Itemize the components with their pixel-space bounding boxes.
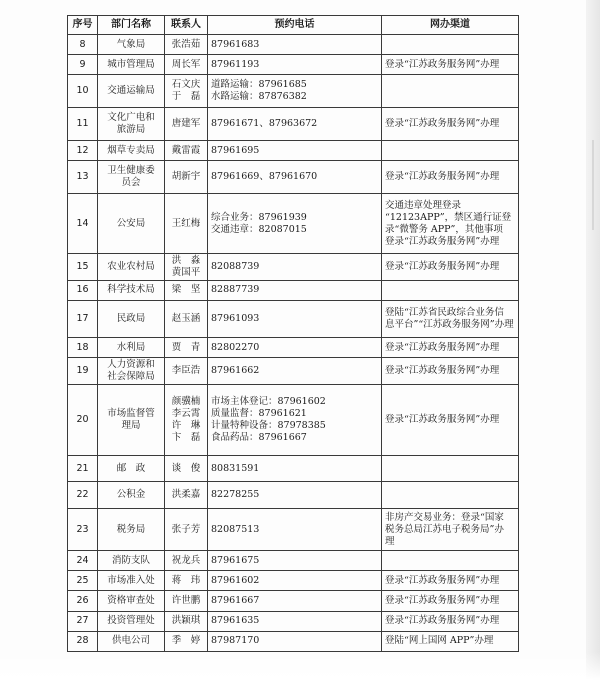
channel-text: 理 [385, 535, 395, 547]
dept-name: 社会保障局 [107, 371, 155, 383]
channel-text: 税务总局江苏电子税务局”办 [385, 523, 504, 535]
channel-text: 登录“江苏政务服务网”办理 [385, 171, 500, 183]
table-row [68, 35, 519, 55]
cell-dept [98, 508, 165, 550]
dept-name: 投资管理处 [107, 615, 155, 627]
contact-name: 李臣浩 [171, 365, 201, 377]
cell-channel [382, 631, 519, 651]
cell-channel [382, 455, 519, 482]
table-row [68, 631, 519, 651]
table-row [68, 508, 519, 550]
table-header-row [68, 16, 519, 35]
channel-text: 登录“江苏政务服务网”办理 [385, 58, 500, 70]
cell-contact [165, 161, 208, 194]
table-row [68, 455, 519, 482]
channel-text: 登录“江苏政务服务网”办理 [385, 261, 500, 273]
dept-name: 科学技术局 [107, 284, 155, 296]
contact-name: 祝龙兵 [171, 554, 201, 566]
dept-name: 烟草专卖局 [107, 144, 155, 156]
cell-contact [165, 280, 208, 300]
table-row [68, 301, 519, 338]
table-row [68, 591, 519, 611]
cell-dept [98, 482, 165, 509]
contact-name: 谈 俊 [171, 462, 201, 474]
contact-name: 石文庆 [171, 79, 201, 91]
dept-name: 员会 [121, 177, 141, 189]
cell-contact [165, 35, 208, 55]
phone-number: 87961683 [211, 38, 260, 50]
cell-contact [165, 482, 208, 509]
cell-channel [382, 482, 519, 509]
table-row [68, 254, 519, 281]
contact-name: 王红梅 [171, 217, 201, 229]
phone-number: 87961193 [211, 58, 260, 70]
table-row [68, 338, 519, 358]
dept-name: 邮 政 [116, 462, 146, 474]
cell-dept [98, 35, 165, 55]
dept-name: 文化广电和 [107, 112, 155, 124]
phone-number: 82278255 [211, 489, 260, 501]
table-row [68, 611, 519, 631]
contact-name: 戴雷霞 [171, 144, 201, 156]
cell-phone [208, 591, 382, 611]
cell-contact [165, 611, 208, 631]
cell-channel [382, 358, 519, 385]
channel-text: 登录“江苏政务服务网”办理 [385, 413, 500, 425]
phone-number: 80831591 [211, 462, 260, 474]
contact-name: 季 婷 [171, 635, 201, 647]
cell-phone [208, 358, 382, 385]
cell-contact [165, 75, 208, 108]
channel-text: 息平台”“江苏政务服务网”办理 [385, 319, 514, 331]
contact-name: 于 磊 [171, 91, 201, 103]
cell-channel [382, 384, 519, 455]
phone-number: 道路运输：87961685 [211, 79, 307, 91]
channel-text: 登录“江苏政务服务网”办理 [385, 235, 500, 247]
table-row [68, 280, 519, 300]
channel-text: 登录“江苏政务服务网”办理 [385, 341, 500, 353]
phone-number: 87961667 [211, 595, 260, 607]
cell-phone [208, 108, 382, 141]
header-phone: 预约电话 [208, 16, 382, 35]
header-dept: 部门名称 [98, 16, 165, 35]
cell-seq: 11 [68, 108, 98, 141]
contact-name: 颜骥楠 [171, 395, 201, 407]
cell-phone [208, 194, 382, 254]
channel-text: 登录“江苏政务服务网”办理 [385, 365, 500, 377]
phone-number: 87961669、87961670 [211, 171, 318, 183]
phone-number: 质量监督：87961621 [211, 407, 307, 419]
cell-seq: 12 [68, 141, 98, 161]
table-row [68, 551, 519, 571]
cell-phone [208, 611, 382, 631]
scan-mark [592, 140, 594, 230]
dept-name: 农业农村局 [107, 261, 155, 273]
dept-name: 市场监督管 [107, 407, 155, 419]
cell-contact [165, 551, 208, 571]
cell-contact [165, 508, 208, 550]
contact-name: 洪颖琪 [171, 615, 201, 627]
cell-channel [382, 55, 519, 75]
cell-dept [98, 384, 165, 455]
cell-dept [98, 254, 165, 281]
dept-name: 税务局 [116, 523, 146, 535]
dept-name: 消防支队 [111, 554, 150, 566]
cell-channel [382, 108, 519, 141]
cell-dept [98, 338, 165, 358]
cell-channel [382, 75, 519, 108]
cell-dept [98, 194, 165, 254]
cell-phone [208, 75, 382, 108]
cell-contact [165, 384, 208, 455]
contact-name: 洪柔嘉 [171, 489, 201, 501]
cell-seq: 21 [68, 455, 98, 482]
table-row [68, 75, 519, 108]
phone-number: 82087513 [211, 523, 260, 535]
channel-text: 登录“江苏政务服务网”办理 [385, 595, 500, 607]
header-seq: 序号 [68, 16, 98, 35]
cell-seq: 8 [68, 35, 98, 55]
phone-number: 87961695 [211, 144, 260, 156]
page-bottom-fade [0, 652, 600, 680]
cell-contact [165, 591, 208, 611]
cell-phone [208, 55, 382, 75]
table-row [68, 482, 519, 509]
phone-number: 市场主体登记：87961602 [211, 395, 326, 407]
channel-text: “12123APP”，禁区通行证登 [385, 211, 512, 223]
cell-seq: 14 [68, 194, 98, 254]
cell-dept [98, 141, 165, 161]
contact-name: 张子芳 [171, 523, 201, 535]
contact-name: 卞 磊 [171, 431, 201, 443]
cell-dept [98, 280, 165, 300]
cell-contact [165, 455, 208, 482]
table-row [68, 161, 519, 194]
cell-seq: 9 [68, 55, 98, 75]
cell-channel [382, 611, 519, 631]
cell-phone [208, 254, 382, 281]
cell-seq: 24 [68, 551, 98, 571]
cell-dept [98, 108, 165, 141]
cell-dept [98, 161, 165, 194]
cell-seq: 15 [68, 254, 98, 281]
phone-number: 水路运输：87876382 [211, 91, 307, 103]
dept-name: 卫生健康委 [107, 165, 155, 177]
contact-name: 黄国平 [171, 267, 201, 279]
dept-name: 城市管理局 [107, 58, 155, 70]
cell-dept [98, 358, 165, 385]
cell-phone [208, 35, 382, 55]
channel-text: 交通违章处理登录 [385, 199, 462, 211]
cell-phone [208, 508, 382, 550]
cell-contact [165, 254, 208, 281]
cell-contact [165, 55, 208, 75]
cell-channel [382, 338, 519, 358]
cell-contact [165, 358, 208, 385]
cell-phone [208, 455, 382, 482]
cell-channel [382, 161, 519, 194]
cell-channel [382, 551, 519, 571]
contact-name: 赵玉涵 [171, 313, 201, 325]
cell-seq: 13 [68, 161, 98, 194]
cell-channel [382, 254, 519, 281]
cell-phone [208, 161, 382, 194]
channel-text: 登录“江苏政务服务网”办理 [385, 118, 500, 130]
table-row [68, 194, 519, 254]
channel-text: 登录“江苏政务服务网”办理 [385, 574, 500, 586]
cell-dept [98, 301, 165, 338]
dept-name: 人力资源和 [107, 359, 155, 371]
contact-name: 贾 青 [171, 341, 201, 353]
dept-name: 水利局 [116, 341, 146, 353]
cell-dept [98, 571, 165, 591]
cell-channel [382, 141, 519, 161]
contact-table [67, 15, 519, 652]
cell-channel [382, 508, 519, 550]
dept-name: 公积金 [116, 489, 146, 501]
cell-seq: 17 [68, 301, 98, 338]
phone-number: 87961093 [211, 313, 260, 325]
phone-number: 87961662 [211, 365, 260, 377]
cell-channel [382, 280, 519, 300]
cell-channel [382, 571, 519, 591]
cell-channel [382, 301, 519, 338]
header-contact: 联系人 [165, 16, 208, 35]
cell-contact [165, 301, 208, 338]
cell-seq: 18 [68, 338, 98, 358]
phone-number: 交通违章：82087015 [211, 223, 307, 235]
table-row [68, 358, 519, 385]
table-row [68, 571, 519, 591]
cell-phone [208, 571, 382, 591]
cell-contact [165, 108, 208, 141]
dept-name: 资格审查处 [107, 595, 155, 607]
table-row [68, 384, 519, 455]
cell-contact [165, 338, 208, 358]
cell-contact [165, 141, 208, 161]
contact-name: 蒋 玮 [171, 574, 201, 586]
cell-seq: 27 [68, 611, 98, 631]
contact-name: 周长军 [171, 58, 201, 70]
phone-number: 87961602 [211, 574, 260, 586]
cell-contact [165, 571, 208, 591]
cell-dept [98, 55, 165, 75]
table-row [68, 108, 519, 141]
dept-name: 交通运输局 [107, 85, 155, 97]
channel-text: 登录“江苏政务服务网”办理 [385, 615, 500, 627]
phone-number: 82088739 [211, 261, 260, 273]
phone-number: 食品药品：87961667 [211, 431, 307, 443]
contact-name: 胡新宇 [171, 171, 201, 183]
contact-name: 洪 淼 [171, 255, 201, 267]
cell-dept [98, 455, 165, 482]
cell-phone [208, 338, 382, 358]
cell-seq: 20 [68, 384, 98, 455]
cell-dept [98, 631, 165, 651]
cell-dept [98, 611, 165, 631]
cell-seq: 28 [68, 631, 98, 651]
cell-dept [98, 591, 165, 611]
phone-number: 87961635 [211, 615, 260, 627]
cell-dept [98, 551, 165, 571]
channel-text: 录“微警务 APP”，其他事项 [385, 223, 503, 235]
channel-text: 非房产交易业务：登录“国家 [385, 511, 504, 523]
dept-name: 公安局 [116, 217, 146, 229]
phone-number: 82887739 [211, 284, 260, 296]
header-channel: 网办渠道 [382, 16, 519, 35]
phone-number: 82802270 [211, 341, 260, 353]
dept-name: 气象局 [116, 38, 146, 50]
dept-name: 理局 [121, 419, 141, 431]
cell-seq: 25 [68, 571, 98, 591]
dept-name: 民政局 [116, 313, 146, 325]
scan-edge [586, 0, 600, 680]
cell-phone [208, 280, 382, 300]
cell-contact [165, 194, 208, 254]
phone-number: 87961675 [211, 554, 260, 566]
phone-number: 计量特种设备：87978385 [211, 419, 326, 431]
contact-name: 梁 坚 [171, 284, 201, 296]
dept-name: 供电公司 [111, 635, 150, 647]
cell-seq: 23 [68, 508, 98, 550]
cell-contact [165, 631, 208, 651]
cell-dept [98, 75, 165, 108]
channel-text: 登陆“江苏省民政综合业务信 [385, 307, 504, 319]
cell-phone [208, 631, 382, 651]
contact-name: 许 琳 [171, 419, 201, 431]
cell-seq: 16 [68, 280, 98, 300]
phone-number: 87987170 [211, 635, 260, 647]
table-row [68, 55, 519, 75]
cell-channel [382, 591, 519, 611]
contact-name: 李云霄 [171, 407, 201, 419]
cell-channel [382, 194, 519, 254]
cell-seq: 26 [68, 591, 98, 611]
dept-name: 市场准入处 [107, 574, 155, 586]
cell-seq: 22 [68, 482, 98, 509]
cell-phone [208, 384, 382, 455]
phone-number: 综合业务：87961939 [211, 211, 307, 223]
cell-seq: 19 [68, 358, 98, 385]
contact-name: 许世鹏 [171, 595, 201, 607]
cell-phone [208, 301, 382, 338]
cell-phone [208, 482, 382, 509]
table-row [68, 141, 519, 161]
contact-name: 张浩茹 [171, 38, 201, 50]
phone-number: 87961671、87963672 [211, 118, 318, 130]
cell-channel [382, 35, 519, 55]
cell-seq: 10 [68, 75, 98, 108]
table-body [68, 35, 519, 652]
cell-phone [208, 141, 382, 161]
channel-text: 登陆“网上国网 APP”办理 [385, 635, 494, 647]
dept-name: 旅游局 [116, 124, 146, 136]
contact-name: 唐建军 [171, 118, 201, 130]
cell-phone [208, 551, 382, 571]
